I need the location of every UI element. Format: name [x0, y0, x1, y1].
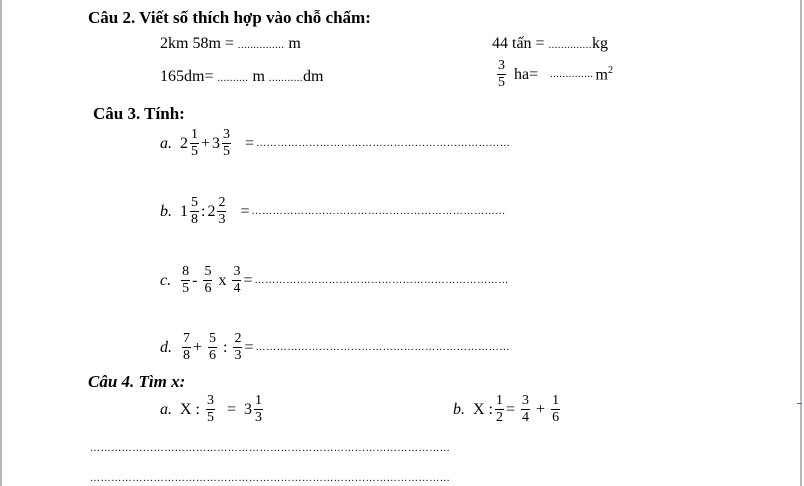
q2-row2-blank-m[interactable]: ..........: [217, 73, 249, 84]
numerator: 3: [207, 393, 214, 408]
denominator: 4: [522, 410, 530, 425]
unit-m: m: [595, 66, 608, 84]
question-4-title: Câu 4. Tìm x:: [88, 372, 186, 391]
q4-answer-line-1[interactable]: …………………………………………………………………………………………: [90, 443, 451, 454]
q2-row1-left-unit: m: [284, 35, 301, 52]
q3c-label: c.: [160, 271, 172, 289]
q2-row2-left: [160, 68, 323, 86]
unit-superscript: 2: [607, 64, 613, 76]
denominator: 6: [552, 410, 560, 425]
q2-fraction: [497, 58, 506, 91]
q3c-fraction-3: [232, 264, 241, 297]
denominator: 3: [218, 212, 226, 227]
q3a-fraction-1: [190, 127, 199, 160]
q4b-fraction-3: [551, 393, 560, 426]
q2-row1-right: [492, 35, 608, 53]
q3-part-b: [160, 195, 508, 228]
denominator: 5: [191, 144, 198, 159]
q4a-fraction-2: [254, 393, 263, 426]
q4b-operator: +: [536, 400, 546, 418]
q3d-answer-blank[interactable]: ………………………………………………………………: [255, 342, 510, 353]
denominator: 8: [183, 348, 190, 363]
q4a-label: a.: [160, 400, 172, 418]
q2-row2-blank-dm[interactable]: ...........: [268, 73, 304, 84]
q3c-equals: =: [243, 271, 253, 289]
denominator: 4: [233, 281, 241, 296]
q3a-label: a.: [160, 134, 172, 152]
q3-part-d: [160, 331, 512, 364]
page-right-border: [800, 0, 802, 486]
q4-part-a: [160, 393, 265, 426]
q4a-equals: =: [227, 400, 237, 418]
question-2-title: Câu 2. Viết số thích hợp vào chỗ chấm:: [88, 8, 371, 27]
q3c-fraction-2: [203, 264, 212, 297]
denominator: 6: [209, 348, 217, 363]
question-3-title: Câu 3. Tính:: [93, 104, 185, 123]
q3b-answer-blank[interactable]: ………………………………………………………………: [251, 206, 506, 217]
q2-row2-left-text: 165dm=: [160, 68, 218, 85]
denominator: 5: [207, 410, 214, 425]
q2-row2-right: [497, 58, 615, 91]
q2-ha-label: ha=: [514, 65, 539, 83]
q3b-operator: :: [201, 202, 206, 220]
q4a-x-term: X :: [180, 400, 200, 418]
q2-row1-right-text: 44 tấn =: [492, 35, 549, 52]
q3d-fraction-3: [233, 331, 242, 364]
denominator: 5: [223, 144, 231, 159]
q3c-operator-1: -: [192, 271, 198, 289]
numerator: 3: [223, 127, 231, 142]
q2-row1-left-text: 2km 58m =: [160, 35, 238, 52]
numerator: 8: [182, 264, 190, 279]
q4-answer-line-2[interactable]: …………………………………………………………………………………………: [90, 473, 451, 484]
denominator: 3: [234, 348, 242, 363]
q3d-equals: =: [244, 338, 254, 356]
q3d-operator-1: +: [193, 338, 203, 356]
q3b-equals: =: [240, 202, 250, 220]
q4b-fraction-1: [495, 393, 504, 426]
q3a-whole-2: 3: [212, 134, 221, 152]
numerator: 3: [498, 58, 505, 73]
cursor-mark: [797, 403, 802, 404]
numerator: 1: [255, 393, 263, 408]
q4a-fraction-1: [206, 393, 215, 426]
q3c-operator-2: x: [218, 271, 227, 289]
q2-row1-right-blank[interactable]: ..............: [548, 40, 592, 51]
q2-row2-unit-m: m: [248, 68, 269, 85]
numerator: 5: [204, 264, 212, 279]
numerator: 2: [218, 195, 226, 210]
q3a-whole-1: 2: [180, 134, 188, 152]
q3d-label: d.: [160, 338, 172, 356]
q2-row1-left-blank[interactable]: ...............: [237, 40, 285, 51]
numerator: 2: [234, 331, 242, 346]
q4b-label: b.: [453, 400, 465, 418]
q4b-x-term: X :: [473, 400, 493, 418]
q3d-fraction-2: [208, 331, 217, 364]
numerator: 1: [496, 393, 503, 408]
q3b-fraction-2: [217, 195, 226, 228]
q2-row2-unit-dm: dm: [303, 68, 324, 85]
q3b-whole-2: 2: [207, 202, 216, 220]
denominator: 3: [255, 410, 263, 425]
q4b-equals: =: [506, 400, 516, 418]
page-left-border: [0, 0, 2, 486]
numerator: 7: [183, 331, 190, 346]
denominator: 8: [191, 212, 198, 227]
denominator: 5: [498, 75, 505, 90]
numerator: 5: [209, 331, 217, 346]
denominator: 6: [204, 281, 212, 296]
q3a-equals: =: [245, 134, 255, 152]
q2-row1-right-unit: kg: [591, 35, 608, 52]
q3c-fraction-1: [181, 264, 190, 297]
q2-unit-m2: [596, 65, 613, 84]
q4a-whole: 3: [244, 400, 253, 418]
q3b-label: b.: [160, 202, 172, 220]
numerator: 1: [191, 127, 198, 142]
q3-part-c: [160, 264, 511, 297]
q3b-fraction-1: [190, 195, 199, 228]
q2-row1-left: [160, 35, 301, 53]
q3a-fraction-2: [222, 127, 231, 160]
q3a-operator: +: [201, 134, 211, 152]
numerator: 5: [191, 195, 198, 210]
numerator: 3: [522, 393, 530, 408]
q4b-fraction-2: [521, 393, 530, 426]
q4-part-b: [453, 393, 562, 426]
q3a-answer-blank[interactable]: ………………………………………………………………: [256, 138, 511, 149]
q3d-operator-2: :: [223, 338, 228, 356]
numerator: 3: [233, 264, 241, 279]
q3b-whole-1: 1: [180, 202, 188, 220]
denominator: 2: [496, 410, 503, 425]
q3c-answer-blank[interactable]: ………………………………………………………………: [254, 275, 509, 286]
q3d-fraction-1: [182, 331, 191, 364]
numerator: 1: [552, 393, 560, 408]
q2-row2-blank-m2[interactable]: ..............: [550, 69, 594, 80]
q3-part-a: [160, 127, 512, 160]
denominator: 5: [182, 281, 190, 296]
